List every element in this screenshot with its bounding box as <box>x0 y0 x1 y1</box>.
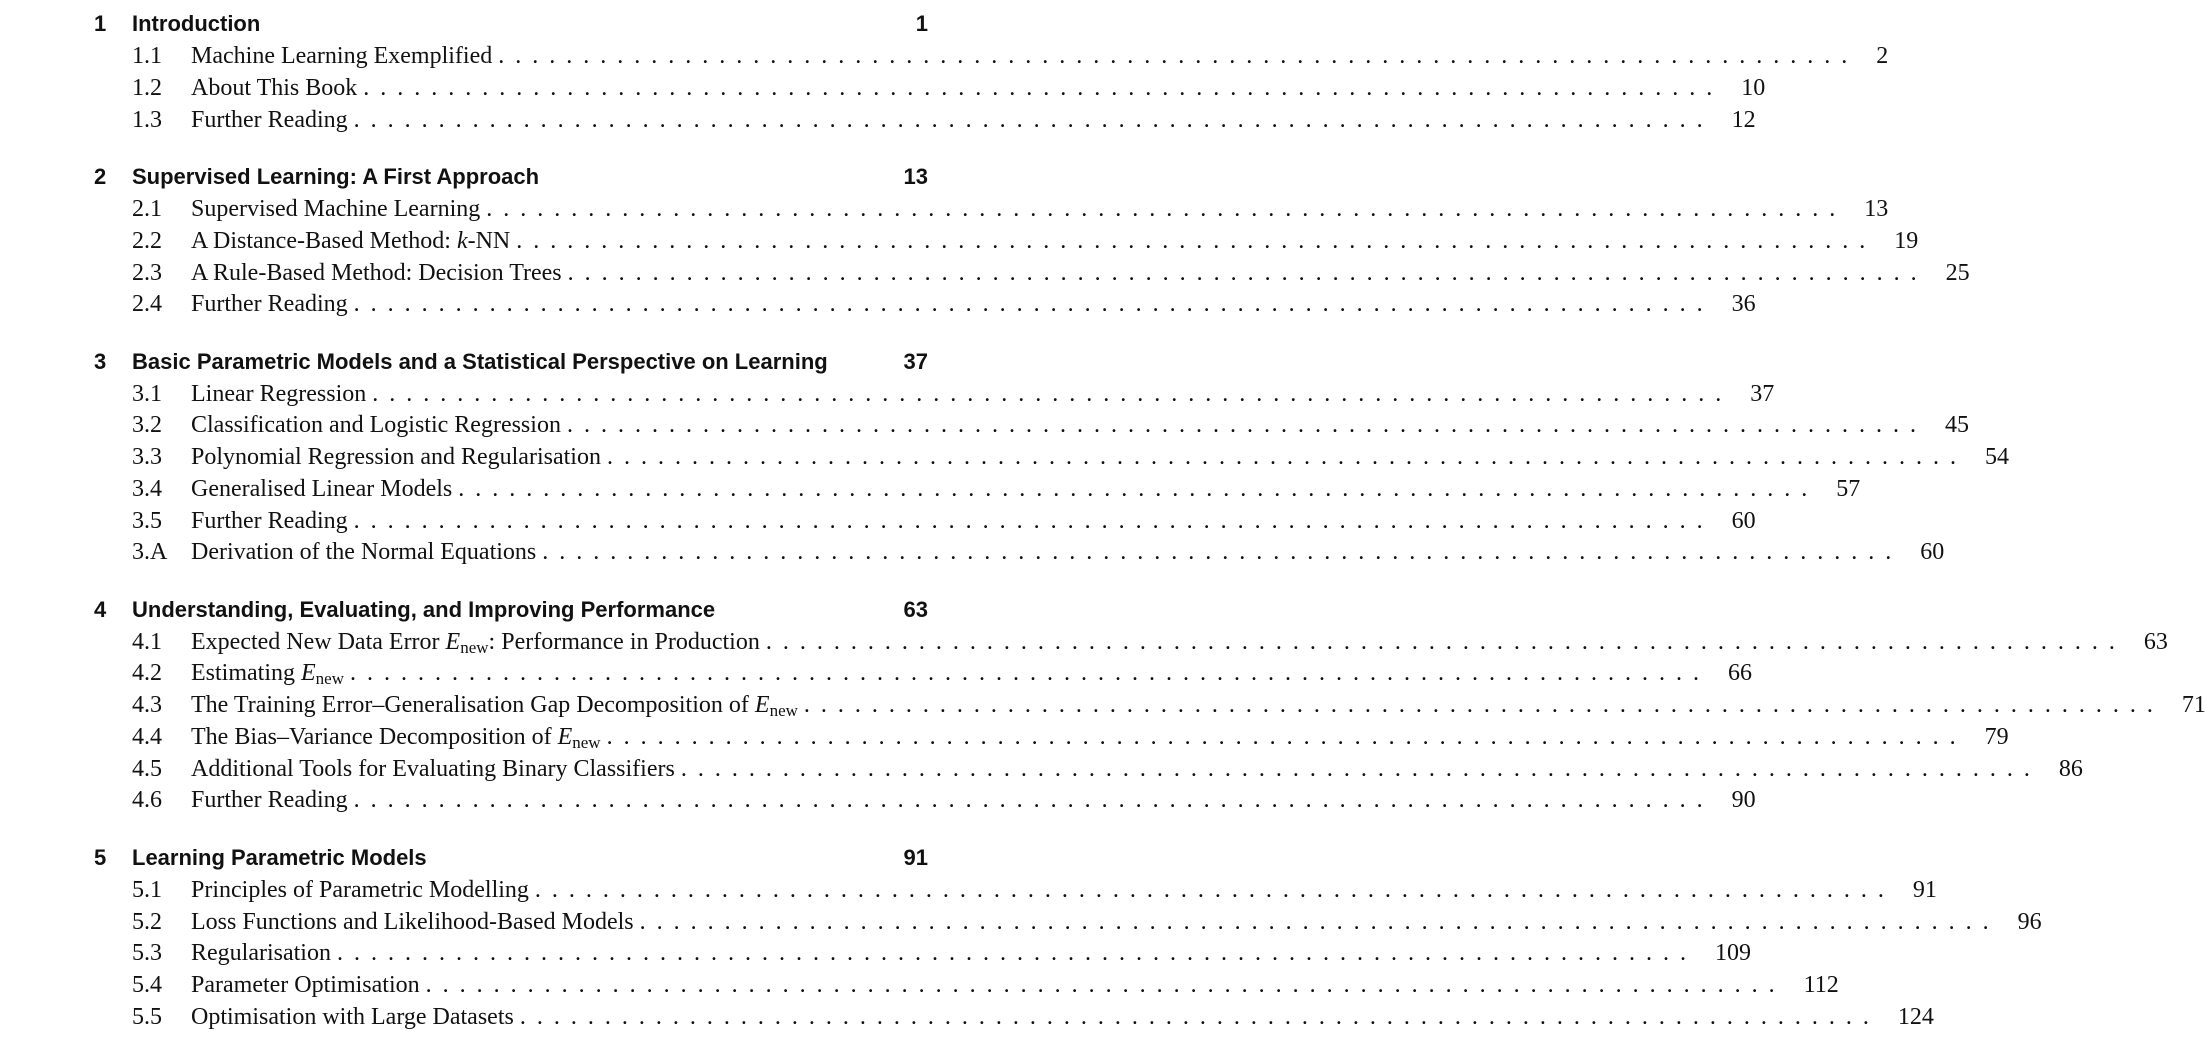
chapter-number: 4 <box>94 597 107 622</box>
chapter-title: Introduction <box>132 11 261 36</box>
dot-leader: ................................................................................ <box>606 724 1967 750</box>
section-page: 96 <box>2017 909 2042 935</box>
section-title: Linear Regression <box>191 381 367 407</box>
chapter-title: Supervised Learning: A First Approach <box>132 164 540 189</box>
chapter-page: 91 <box>903 845 928 870</box>
section-row[interactable] <box>0 536 1945 568</box>
section-title: About This Book <box>191 75 358 101</box>
section-page: 37 <box>1750 381 1775 407</box>
section-page: 71 <box>2181 692 2206 718</box>
section-title: Expected New Data Error $E_{new}$: Performance in Production <box>191 629 760 657</box>
dot-leader: ................................................................................ <box>567 260 1928 286</box>
section-title: The Bias–Variance Decomposition of $E_{new}$ <box>191 724 601 752</box>
section-number: 5.2 <box>132 909 162 935</box>
section-number: 5.4 <box>132 972 162 998</box>
chapter-row[interactable] <box>0 162 1029 192</box>
section-row[interactable] <box>0 72 1766 104</box>
chapter-number: 2 <box>94 164 107 189</box>
section-number: 2.4 <box>132 291 162 317</box>
chapter-page: 1 <box>915 11 928 36</box>
section-row[interactable] <box>0 937 1751 969</box>
section-number: 3.4 <box>132 476 162 502</box>
section-row[interactable] <box>0 193 1889 225</box>
section-number: 3.2 <box>132 412 162 438</box>
section-page: 60 <box>1731 508 1756 534</box>
section-row[interactable] <box>0 288 1756 320</box>
section-page: 60 <box>1920 539 1945 565</box>
section-title: Further Reading <box>191 787 348 813</box>
chapter-title: Basic Parametric Models and a Statistical Perspective on Learning <box>132 349 828 374</box>
section-row[interactable] <box>0 225 1919 257</box>
section-row[interactable] <box>0 378 1775 410</box>
section-row[interactable] <box>0 753 2083 785</box>
section-number: 4.1 <box>132 629 162 655</box>
dot-leader: ................................................................................ <box>498 43 1859 69</box>
chapter-page: 63 <box>903 597 928 622</box>
dot-leader: ................................................................................ <box>372 381 1733 407</box>
section-title: Generalised Linear Models <box>191 476 453 502</box>
section-title: Further Reading <box>191 508 348 534</box>
section-page: 2 <box>1876 43 1889 69</box>
section-number: 5.5 <box>132 1004 162 1030</box>
section-page: 112 <box>1803 972 1839 998</box>
section-number: 1.3 <box>132 107 162 133</box>
section-title: Further Reading <box>191 107 348 133</box>
section-row[interactable] <box>0 257 1970 289</box>
section-row[interactable] <box>0 40 1889 72</box>
dot-leader: ................................................................................ <box>425 972 1786 998</box>
section-number: 4.5 <box>132 756 162 782</box>
section-number: 2.2 <box>132 228 162 254</box>
chapter-page: 37 <box>903 349 928 374</box>
dot-leader: ................................................................................ <box>486 196 1847 222</box>
dot-leader: ................................................................................ <box>353 107 1714 133</box>
dot-leader: ................................................................................ <box>680 756 2041 782</box>
section-page: 66 <box>1728 660 1752 686</box>
dot-leader: ................................................................................ <box>516 228 1877 254</box>
section-page: 19 <box>1894 228 1919 254</box>
section-page: 45 <box>1944 412 1969 438</box>
section-number: 1.1 <box>132 43 162 69</box>
section-row[interactable] <box>0 473 1861 505</box>
dot-leader: ................................................................................ <box>606 444 1967 470</box>
section-row[interactable] <box>0 441 2009 473</box>
dot-leader: ................................................................................ <box>363 75 1724 101</box>
section-row[interactable] <box>0 104 1756 136</box>
section-number: 4.4 <box>132 724 162 750</box>
section-row[interactable] <box>0 657 1752 689</box>
dot-leader: ................................................................................ <box>534 877 1895 903</box>
chapter-title: Learning Parametric Models <box>132 845 427 870</box>
section-title: A Distance-Based Method: k-NN <box>191 228 511 254</box>
chapter-row[interactable] <box>0 595 1029 625</box>
chapter-row[interactable] <box>0 347 1029 377</box>
dot-leader: ................................................................................ <box>542 539 1903 565</box>
dot-leader: ................................................................................ <box>566 412 1927 438</box>
section-page: 86 <box>2058 756 2083 782</box>
dot-leader: ................................................................................ <box>519 1004 1880 1030</box>
section-number: 3.A <box>132 539 168 565</box>
section-page: 36 <box>1731 291 1756 317</box>
chapter-title: Understanding, Evaluating, and Improving Performance <box>132 597 716 622</box>
chapter-row[interactable] <box>0 843 1029 873</box>
section-number: 5.1 <box>132 877 162 903</box>
section-row[interactable] <box>0 626 2168 658</box>
section-page: 25 <box>1945 260 1970 286</box>
section-page: 79 <box>1984 724 2009 750</box>
section-page: 63 <box>2143 629 2168 655</box>
section-number: 5.3 <box>132 940 162 966</box>
section-title: Regularisation <box>191 940 331 966</box>
dot-leader: ................................................................................ <box>353 508 1714 534</box>
section-number: 4.3 <box>132 692 162 718</box>
section-title: Machine Learning Exemplified <box>191 43 493 69</box>
section-row[interactable] <box>0 409 1969 441</box>
dot-leader: ................................................................................ <box>350 660 1710 686</box>
section-number: 2.1 <box>132 196 162 222</box>
section-number: 3.3 <box>132 444 162 470</box>
section-title: The Training Error–Generalisation Gap Decomposition of $E_{new}$ <box>191 692 798 720</box>
section-row[interactable] <box>0 969 1839 1001</box>
section-row[interactable] <box>0 784 1756 816</box>
section-page: 13 <box>1864 196 1889 222</box>
section-page: 124 <box>1897 1004 1934 1030</box>
section-number: 3.5 <box>132 508 162 534</box>
chapter-number: 3 <box>94 349 107 374</box>
section-number: 3.1 <box>132 381 162 407</box>
section-row[interactable] <box>0 505 1756 537</box>
section-number: 4.6 <box>132 787 162 813</box>
section-title: Additional Tools for Evaluating Binary Classifiers <box>191 756 675 782</box>
dot-leader: ................................................................................ <box>458 476 1819 502</box>
section-page: 54 <box>1984 444 2009 470</box>
dot-leader: ................................................................................ <box>353 787 1714 813</box>
section-number: 4.2 <box>132 660 162 686</box>
chapter-row[interactable] <box>0 9 1029 39</box>
section-title: Supervised Machine Learning <box>191 196 481 222</box>
section-page: 109 <box>1714 940 1751 966</box>
section-page: 90 <box>1731 787 1756 813</box>
section-page: 91 <box>1912 877 1937 903</box>
section-title: Loss Functions and Likelihood-Based Models <box>191 909 634 935</box>
section-title: Further Reading <box>191 291 348 317</box>
section-page: 10 <box>1741 75 1766 101</box>
chapter-number: 1 <box>94 11 107 36</box>
chapter-number: 5 <box>94 845 107 870</box>
section-page: 12 <box>1731 107 1756 133</box>
section-title: Principles of Parametric Modelling <box>191 877 529 903</box>
section-row[interactable] <box>0 906 2042 938</box>
section-title: A Rule-Based Method: Decision Trees <box>191 260 562 286</box>
dot-leader: ................................................................................ <box>353 291 1714 317</box>
section-title: Classification and Logistic Regression <box>191 412 561 438</box>
section-number: 1.2 <box>132 75 162 101</box>
section-row[interactable] <box>0 721 2009 753</box>
section-row[interactable] <box>0 689 2206 721</box>
section-title: Polynomial Regression and Regularisation <box>191 444 601 470</box>
section-row[interactable] <box>0 1001 1934 1033</box>
section-title: Estimating $E_{new}$ <box>191 660 344 688</box>
dot-leader: ................................................................................ <box>639 909 2000 935</box>
dot-leader: ................................................................................ <box>336 940 1697 966</box>
section-title: Optimisation with Large Datasets <box>191 1004 514 1030</box>
section-row[interactable] <box>0 874 1937 906</box>
section-number: 2.3 <box>132 260 162 286</box>
chapter-page: 13 <box>903 164 928 189</box>
dot-leader: ................................................................................ <box>765 629 2126 655</box>
section-title: Parameter Optimisation <box>191 972 420 998</box>
section-title: Derivation of the Normal Equations <box>191 539 537 565</box>
dot-leader: ................................................................................ <box>803 692 2164 718</box>
section-page: 57 <box>1836 476 1861 502</box>
